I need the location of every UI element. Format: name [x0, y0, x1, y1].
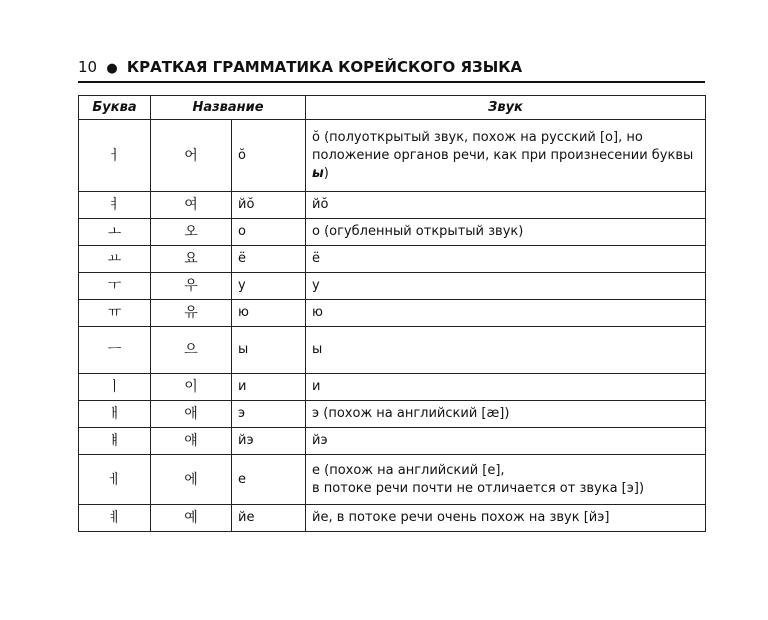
translit-cell: э: [232, 401, 306, 428]
table-row: [79, 246, 706, 273]
sound-cell: о (огубленный открытый звук): [306, 219, 706, 246]
letter-cell: ㅠ: [79, 300, 151, 327]
table-row: [79, 300, 706, 327]
translit-cell: о: [232, 219, 306, 246]
syllable-cell: 에: [151, 455, 232, 505]
syllable-cell: 오: [151, 219, 232, 246]
sound-line-1: е (похож на английский [e],: [312, 462, 505, 478]
syllable-cell: 요: [151, 246, 232, 273]
table-row: [79, 219, 706, 246]
column-header-name: Название: [151, 96, 306, 120]
column-header-sound: Звук: [306, 96, 706, 120]
translit-cell: ё: [232, 246, 306, 273]
sound-cell: ё: [306, 246, 706, 273]
translit-cell: йŏ: [232, 192, 306, 219]
syllable-cell: 어: [151, 120, 232, 192]
table-header-row: [79, 96, 706, 120]
sound-cell: э (похож на английский [æ]): [306, 401, 706, 428]
sound-cell: йэ: [306, 428, 706, 455]
translit-cell: йе: [232, 505, 306, 532]
column-header-letter: Буква: [79, 96, 151, 120]
sound-tail: ): [323, 165, 329, 181]
sound-cell: [306, 120, 706, 192]
sound-cell: ы: [306, 327, 706, 374]
sound-cell: йŏ: [306, 192, 706, 219]
syllable-cell: 애: [151, 401, 232, 428]
letter-cell: ㅕ: [79, 192, 151, 219]
letter-cell: ㅖ: [79, 505, 151, 532]
sound-cell: йе, в потоке речи очень похож на звук [йэ]: [306, 505, 706, 532]
sound-text: ŏ (полуоткрытый звук, похож на русский [о], но положение органов речи, как при произнесении буквы: [312, 129, 694, 163]
table-row: [79, 505, 706, 532]
letter-cell: ㅔ: [79, 455, 151, 505]
table-row: [79, 273, 706, 300]
letter-cell: ㅣ: [79, 374, 151, 401]
letter-cell: ㅐ: [79, 401, 151, 428]
page-number: 10: [78, 58, 98, 76]
table-row: [79, 327, 706, 374]
syllable-cell: 으: [151, 327, 232, 374]
translit-cell: у: [232, 273, 306, 300]
syllable-cell: 예: [151, 505, 232, 532]
table-row: [79, 455, 706, 505]
sound-emphasis: ы: [312, 165, 324, 181]
syllable-cell: 유: [151, 300, 232, 327]
sound-cell: [306, 455, 706, 505]
letter-cell: ㅡ: [79, 327, 151, 374]
translit-cell: ŏ: [232, 120, 306, 192]
sound-cell: ю: [306, 300, 706, 327]
sound-line-2: в потоке речи почти не отличается от звука [э]): [312, 480, 645, 496]
translit-cell: ы: [232, 327, 306, 374]
bullet-icon: ●: [106, 61, 118, 76]
letter-cell: ㅓ: [79, 120, 151, 192]
vowel-table: [78, 95, 706, 532]
sound-cell: и: [306, 374, 706, 401]
table-row: [79, 120, 706, 192]
running-title: КРАТКАЯ ГРАММАТИКА КОРЕЙСКОГО ЯЗЫКА: [126, 58, 523, 76]
syllable-cell: 이: [151, 374, 232, 401]
table-row: [79, 401, 706, 428]
letter-cell: ㅛ: [79, 246, 151, 273]
header-rule: [78, 81, 705, 83]
letter-cell: ㅜ: [79, 273, 151, 300]
translit-cell: и: [232, 374, 306, 401]
translit-cell: е: [232, 455, 306, 505]
page-header: [78, 58, 705, 78]
letter-cell: ㅗ: [79, 219, 151, 246]
table-row: [79, 192, 706, 219]
table-row: [79, 374, 706, 401]
sound-cell: у: [306, 273, 706, 300]
translit-cell: ю: [232, 300, 306, 327]
syllable-cell: 여: [151, 192, 232, 219]
syllable-cell: 우: [151, 273, 232, 300]
translit-cell: йэ: [232, 428, 306, 455]
letter-cell: ㅒ: [79, 428, 151, 455]
table-row: [79, 428, 706, 455]
syllable-cell: 얘: [151, 428, 232, 455]
